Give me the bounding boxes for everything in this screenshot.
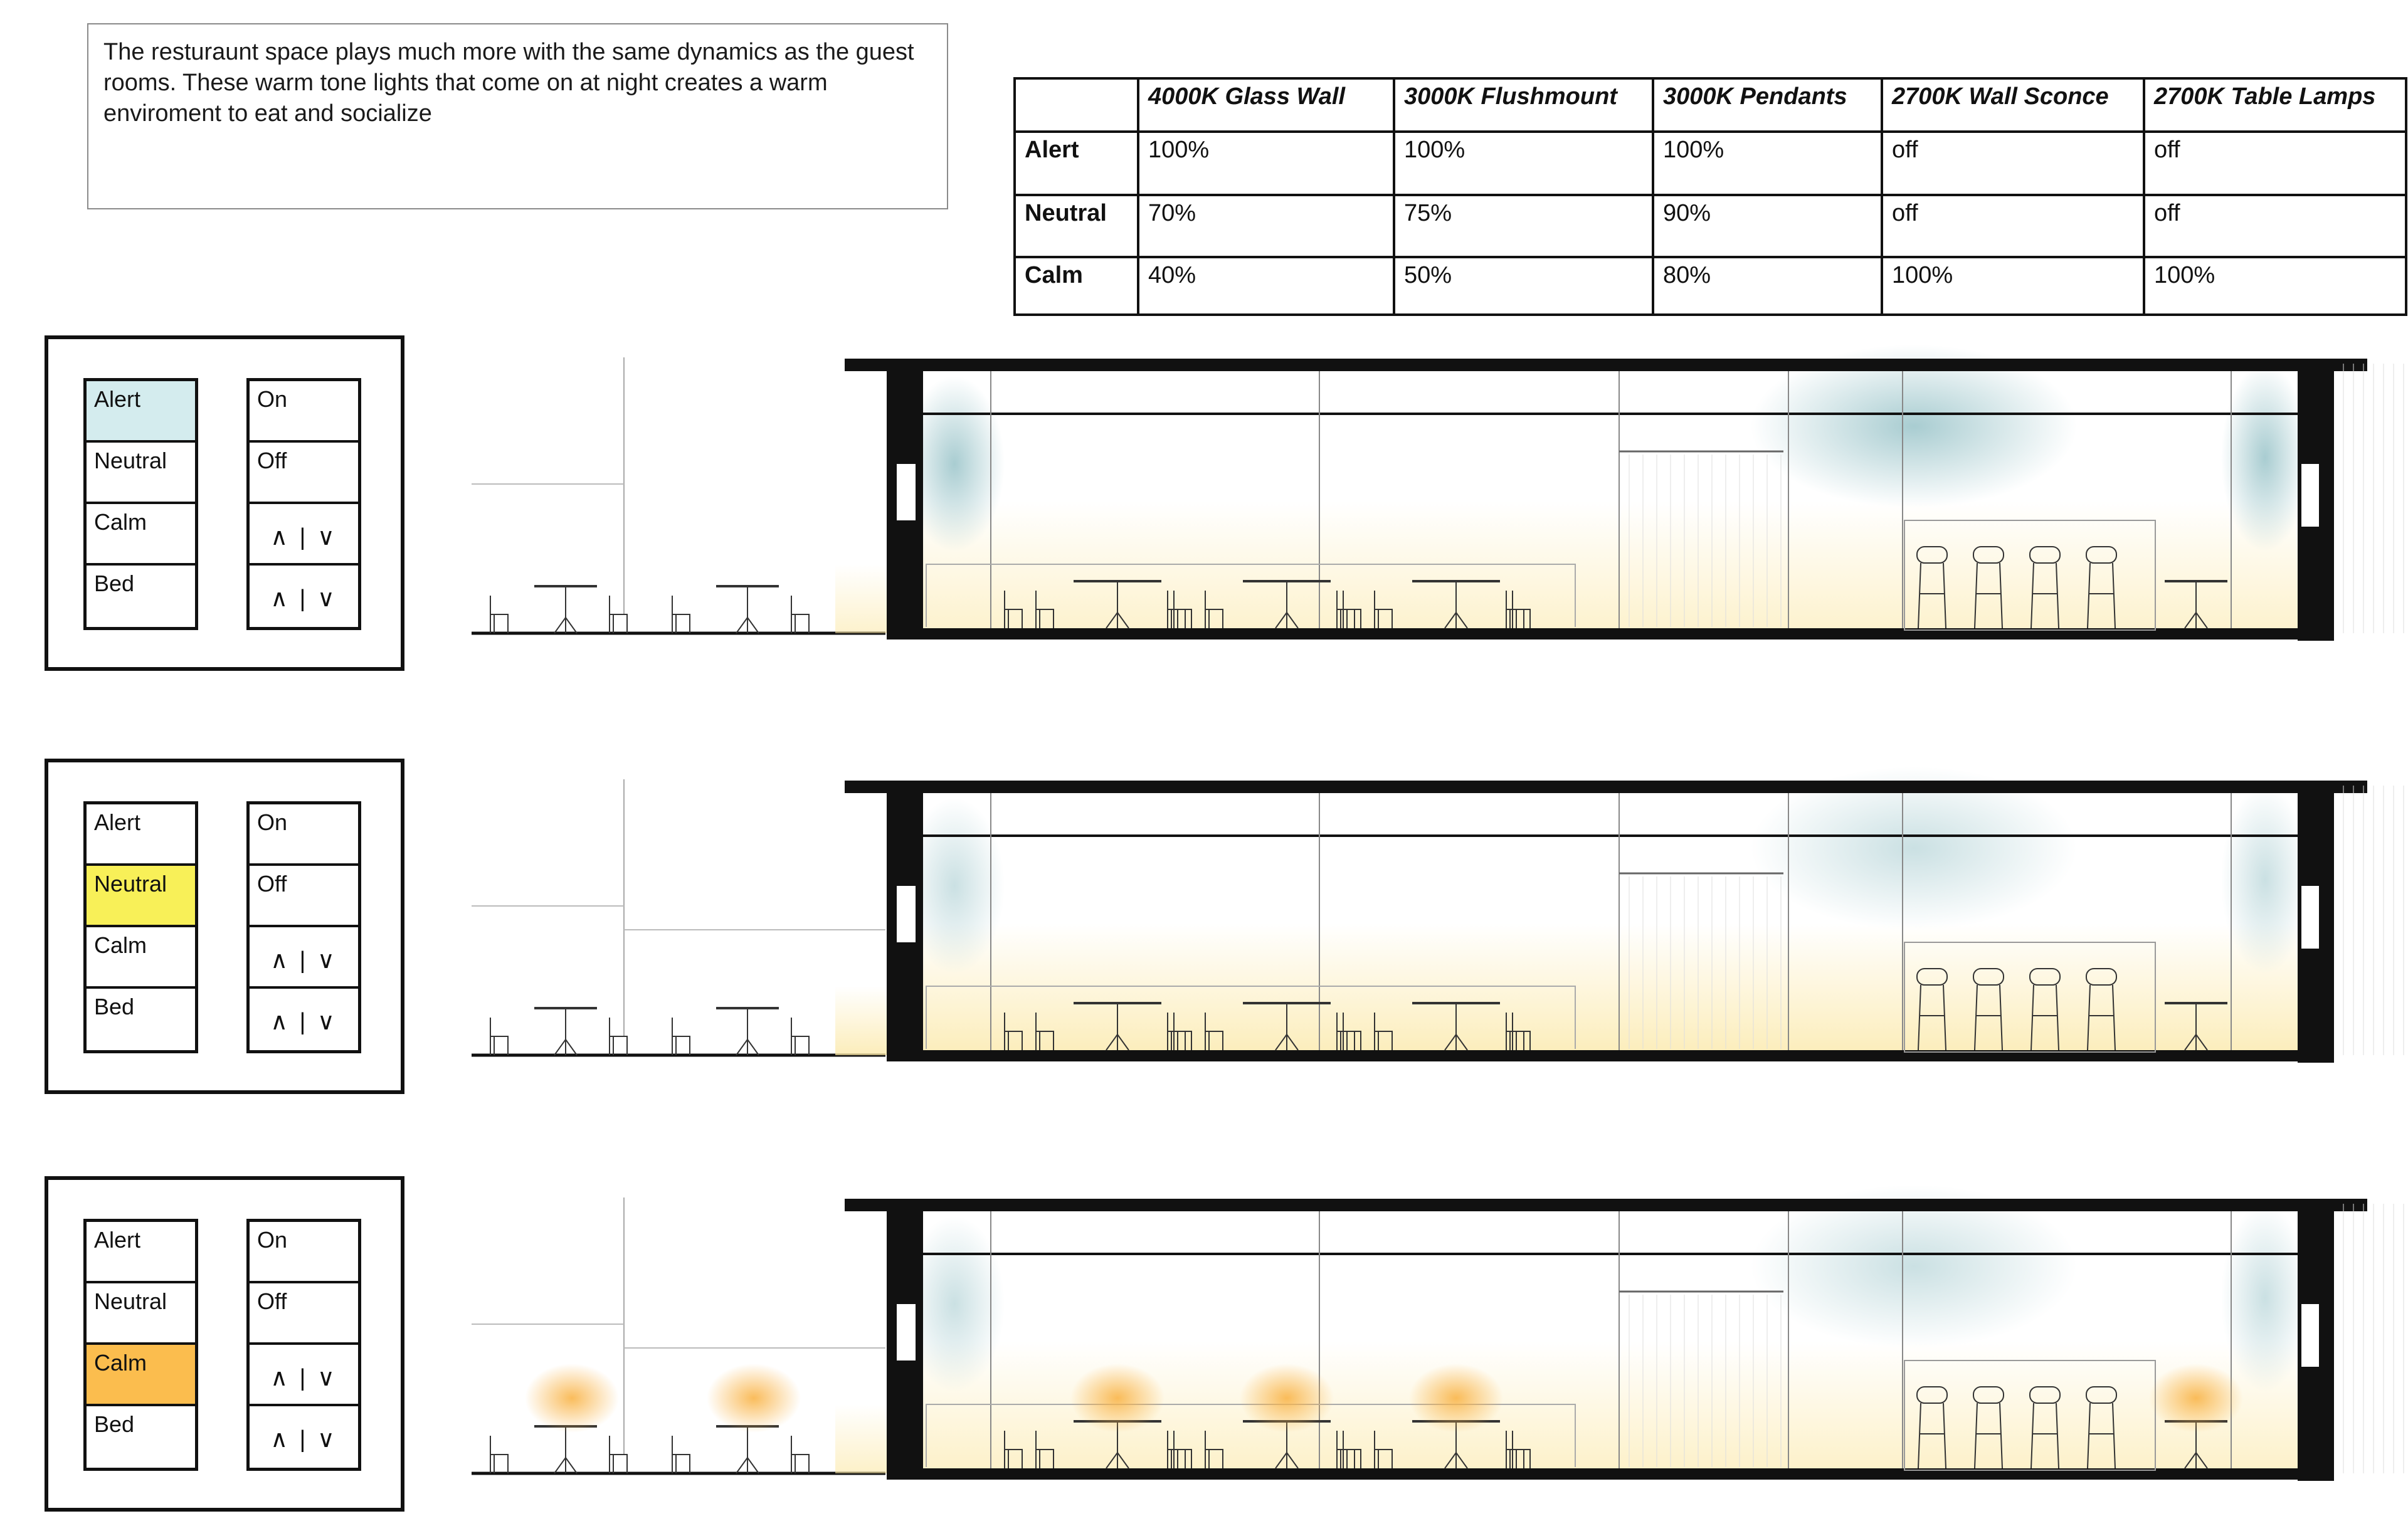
- raise-lower-button[interactable]: ∧ | ∨: [250, 1345, 358, 1406]
- column-header: 3000K Flushmount: [1394, 78, 1653, 132]
- column-header: 2700K Wall Sconce: [1882, 78, 2144, 132]
- scene-button-neutral[interactable]: Neutral: [87, 866, 195, 927]
- table-header-row: [1015, 78, 2406, 132]
- table-corner-cell: [1015, 78, 1138, 132]
- table-cell: 80%: [1653, 257, 1882, 315]
- note-box: [87, 23, 948, 209]
- raise-lower-button[interactable]: ∧ | ∨: [270, 1426, 337, 1453]
- row-header-neutral: Neutral: [1015, 195, 1138, 257]
- control-button-column: [246, 801, 361, 1053]
- on-button[interactable]: On: [250, 804, 358, 866]
- table-cell: 40%: [1138, 257, 1394, 315]
- keypad-neutral-scene: [45, 759, 404, 1094]
- column-header: 2700K Table Lamps: [2144, 78, 2406, 132]
- scene-button-bed[interactable]: Bed: [94, 1411, 135, 1437]
- control-button-column: [246, 378, 361, 630]
- off-button[interactable]: Off: [250, 1283, 358, 1345]
- table-cell: 100%: [1138, 132, 1394, 195]
- lighting-levels-table: [1013, 77, 2407, 316]
- elevation-drawing: [472, 1185, 2404, 1481]
- off-button[interactable]: Off: [250, 443, 358, 504]
- scene-button-column: [83, 801, 198, 1053]
- section-elevation-neutral: [472, 761, 2408, 1074]
- on-button[interactable]: On: [250, 1222, 358, 1283]
- scene-button-neutral[interactable]: Neutral: [87, 1283, 195, 1345]
- off-button[interactable]: Off: [250, 866, 358, 927]
- table-cell: 100%: [1882, 257, 2144, 315]
- table-cell: 100%: [2144, 257, 2406, 315]
- scene-button-alert[interactable]: Alert: [87, 804, 195, 866]
- raise-lower-button[interactable]: ∧ | ∨: [250, 504, 358, 566]
- note-text: The resturaunt space plays much more with the same dynamics as the guest rooms. These warm tone lights that come on at night creates a warm enviroment to eat and socialize: [103, 39, 914, 127]
- row-header-calm: Calm: [1015, 257, 1138, 315]
- row-header-alert: Alert: [1015, 132, 1138, 195]
- scene-button-column: [83, 378, 198, 630]
- column-header: 3000K Pendants: [1653, 78, 1882, 132]
- table-row: [1015, 257, 2406, 315]
- keypad-alert-scene: [45, 335, 404, 671]
- scene-button-alert[interactable]: Alert: [87, 381, 195, 443]
- scene-button-column: [83, 1219, 198, 1471]
- table-cell: 100%: [1394, 132, 1653, 195]
- table-cell: 75%: [1394, 195, 1653, 257]
- table-cell: off: [2144, 132, 2406, 195]
- on-button[interactable]: On: [250, 381, 358, 443]
- table-cell: 90%: [1653, 195, 1882, 257]
- control-button-column: [246, 1219, 361, 1471]
- scene-button-neutral[interactable]: Neutral: [87, 443, 195, 504]
- raise-lower-button[interactable]: ∧ | ∨: [270, 1009, 337, 1035]
- scene-button-bed[interactable]: Bed: [94, 571, 135, 596]
- table-cell: 100%: [1653, 132, 1882, 195]
- raise-lower-button[interactable]: ∧ | ∨: [270, 586, 337, 612]
- table-cell: off: [1882, 195, 2144, 257]
- scene-button-alert[interactable]: Alert: [87, 1222, 195, 1283]
- table-row: [1015, 195, 2406, 257]
- elevation-drawing: [472, 767, 2404, 1063]
- table-cell: off: [2144, 195, 2406, 257]
- table-cell: 50%: [1394, 257, 1653, 315]
- scene-button-calm[interactable]: Calm: [87, 927, 195, 989]
- keypad-calm-scene: [45, 1176, 404, 1512]
- table-row: [1015, 132, 2406, 195]
- scene-button-bed[interactable]: Bed: [94, 994, 135, 1019]
- table-cell: off: [1882, 132, 2144, 195]
- table-cell: 70%: [1138, 195, 1394, 257]
- elevation-drawing: [472, 345, 2404, 641]
- section-elevation-alert: [472, 339, 2408, 652]
- scene-button-calm[interactable]: Calm: [87, 504, 195, 566]
- column-header: 4000K Glass Wall: [1138, 78, 1394, 132]
- raise-lower-button[interactable]: ∧ | ∨: [250, 927, 358, 989]
- scene-button-calm[interactable]: Calm: [87, 1345, 195, 1406]
- section-elevation-calm: [472, 1179, 2408, 1492]
